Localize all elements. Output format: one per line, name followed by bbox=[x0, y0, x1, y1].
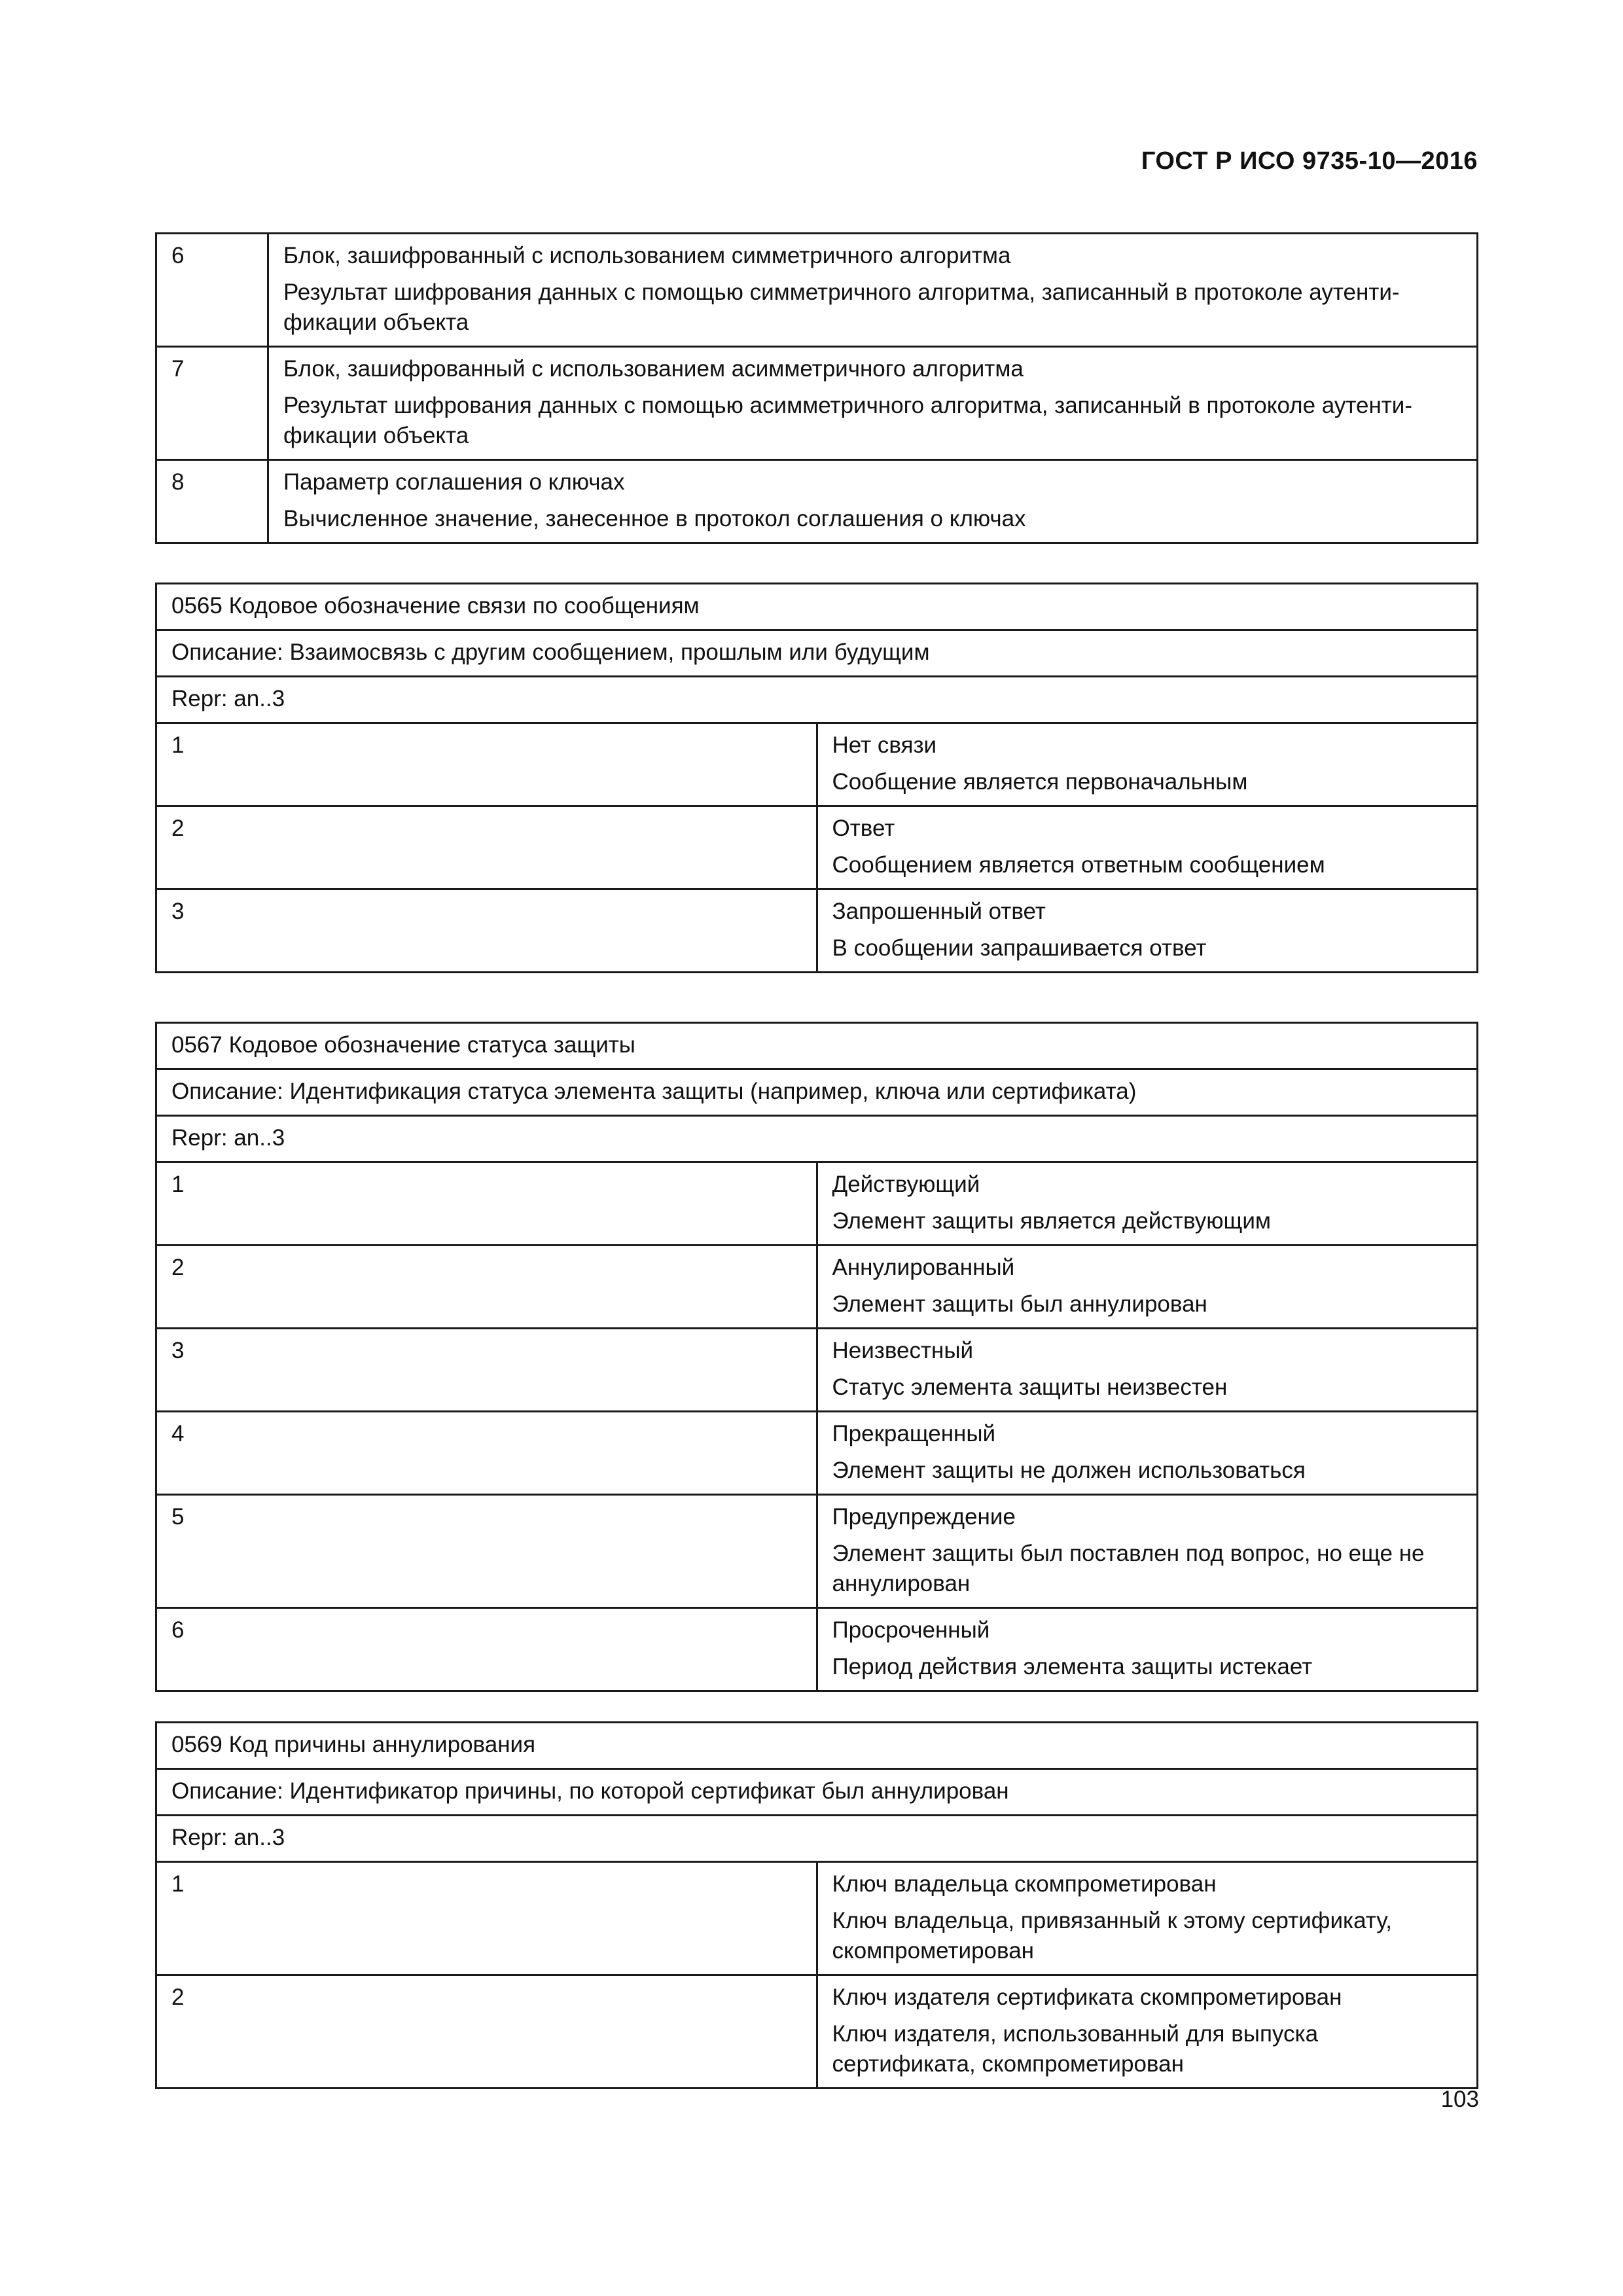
entry-cell bbox=[817, 1975, 1478, 2089]
table-repr-row bbox=[156, 677, 1478, 723]
entry-cell bbox=[817, 889, 1478, 973]
table-row bbox=[156, 1246, 1478, 1329]
table-row bbox=[156, 1975, 1478, 2089]
table-description-row bbox=[156, 1069, 1478, 1116]
table-row bbox=[156, 347, 1478, 460]
table-description-row bbox=[156, 1769, 1478, 1816]
table-description: Описание: Идентификация статуса элемента защиты (например, ключа или сертификата) bbox=[156, 1069, 1478, 1116]
entry-description: Статус элемента защиты неизвестен bbox=[832, 1374, 1228, 1400]
code-cell: 4 bbox=[156, 1412, 817, 1495]
table-row bbox=[156, 889, 1478, 973]
entry-description: Сообщением является ответным сообщением bbox=[832, 852, 1325, 878]
code-cell: 2 bbox=[156, 1975, 817, 2089]
code-table-0565 bbox=[155, 583, 1478, 973]
entry-description: В сообщении запрашивается ответ bbox=[832, 935, 1207, 961]
table-title-row bbox=[156, 584, 1478, 630]
entry-term: Ответ bbox=[832, 816, 895, 841]
code-cell: 1 bbox=[156, 723, 817, 806]
entry-term: Действующий bbox=[832, 1172, 980, 1197]
entry-term: Нет связи bbox=[832, 732, 937, 758]
document-header-title: ГОСТ Р ИСО 9735-10—2016 bbox=[1141, 147, 1478, 175]
entry-description: Вычисленное значение, занесенное в протокол соглашения о ключах bbox=[283, 506, 1026, 531]
table-row bbox=[156, 723, 1478, 806]
entry-cell bbox=[817, 1495, 1478, 1608]
entry-cell bbox=[268, 234, 1478, 347]
table-title: 0565 Кодовое обозначение связи по сообщениям bbox=[156, 584, 1478, 630]
code-cell: 7 bbox=[156, 347, 268, 460]
entry-cell bbox=[817, 1412, 1478, 1495]
table-description-row bbox=[156, 630, 1478, 677]
table-row bbox=[156, 1608, 1478, 1691]
code-table-0567 bbox=[155, 1022, 1478, 1692]
entry-cell bbox=[268, 347, 1478, 460]
table-repr: Repr: an..3 bbox=[156, 677, 1478, 723]
entry-description: Элемент защиты является действующим bbox=[832, 1208, 1271, 1234]
code-cell: 1 bbox=[156, 1862, 817, 1975]
code-cell: 5 bbox=[156, 1495, 817, 1608]
code-cell: 8 bbox=[156, 460, 268, 543]
table-repr-row bbox=[156, 1116, 1478, 1162]
entry-description: Период действия элемента защиты истекает bbox=[832, 1654, 1313, 1679]
entry-term: Блок, зашифрованный с использованием симметричного алгоритма bbox=[283, 243, 1011, 268]
entry-term: Ключ владельца скомпрометирован bbox=[832, 1871, 1217, 1897]
entry-cell bbox=[817, 1862, 1478, 1975]
entry-description: Элемент защиты был аннулирован bbox=[832, 1291, 1207, 1317]
code-cell: 1 bbox=[156, 1162, 817, 1246]
table-row bbox=[156, 234, 1478, 347]
table-row bbox=[156, 1329, 1478, 1412]
code-cell: 6 bbox=[156, 1608, 817, 1691]
entry-description: Ключ владельца, привязанный к этому сертификату, скомпрометирован bbox=[832, 1908, 1392, 1964]
table-repr: Repr: an..3 bbox=[156, 1816, 1478, 1862]
code-cell: 2 bbox=[156, 1246, 817, 1329]
entry-term: Аннулированный bbox=[832, 1255, 1015, 1280]
entry-description: Элемент защиты не должен использоваться bbox=[832, 1458, 1306, 1483]
entry-cell bbox=[817, 1329, 1478, 1412]
entry-description: Результат шифрования данных с помощью симметричного алгоритма, записанный в протоколе аутенти-фикации объекта bbox=[283, 279, 1400, 335]
entry-description: Сообщение является первоначальным bbox=[832, 769, 1248, 795]
entry-cell bbox=[817, 1162, 1478, 1246]
code-cell: 3 bbox=[156, 1329, 817, 1412]
code-table-0569 bbox=[155, 1721, 1478, 2089]
entry-term: Предупреждение bbox=[832, 1504, 1016, 1530]
entry-description: Ключ издателя, использованный для выпуска сертификата, скомпрометирован bbox=[832, 2021, 1319, 2077]
table-title: 0569 Код причины аннулирования bbox=[156, 1723, 1478, 1769]
entry-cell bbox=[817, 1608, 1478, 1691]
continuation-code-table bbox=[155, 232, 1478, 544]
code-cell: 2 bbox=[156, 806, 817, 889]
entry-term: Блок, зашифрованный с использованием асимметричного алгоритма bbox=[283, 356, 1024, 382]
table-row bbox=[156, 1412, 1478, 1495]
entry-cell bbox=[817, 723, 1478, 806]
entry-term: Прекращенный bbox=[832, 1421, 996, 1446]
table-description: Описание: Идентификатор причины, по которой сертификат был аннулирован bbox=[156, 1769, 1478, 1816]
entry-term: Запрошенный ответ bbox=[832, 899, 1046, 924]
table-title-row bbox=[156, 1723, 1478, 1769]
table-repr-row bbox=[156, 1816, 1478, 1862]
table-repr: Repr: an..3 bbox=[156, 1116, 1478, 1162]
code-cell: 6 bbox=[156, 234, 268, 347]
entry-cell bbox=[817, 806, 1478, 889]
entry-term: Просроченный bbox=[832, 1617, 990, 1643]
entry-description: Результат шифрования данных с помощью асимметричного алгоритма, записанный в протоколе аутенти-фикации объекта bbox=[283, 393, 1413, 448]
table-row bbox=[156, 1162, 1478, 1246]
entry-cell bbox=[817, 1246, 1478, 1329]
table-row bbox=[156, 460, 1478, 543]
table-title: 0567 Кодовое обозначение статуса защиты bbox=[156, 1023, 1478, 1069]
table-row bbox=[156, 1862, 1478, 1975]
entry-cell bbox=[268, 460, 1478, 543]
entry-term: Неизвестный bbox=[832, 1338, 974, 1363]
entry-term: Ключ издателя сертификата скомпрометирован bbox=[832, 1984, 1342, 2010]
table-title-row bbox=[156, 1023, 1478, 1069]
table-description: Описание: Взаимосвязь с другим сообщением, прошлым или будущим bbox=[156, 630, 1478, 677]
entry-term: Параметр соглашения о ключах bbox=[283, 469, 625, 495]
table-row bbox=[156, 1495, 1478, 1608]
table-row bbox=[156, 806, 1478, 889]
entry-description: Элемент защиты был поставлен под вопрос, но еще не аннулирован bbox=[832, 1541, 1425, 1596]
code-cell: 3 bbox=[156, 889, 817, 973]
page-number: 103 bbox=[1440, 2087, 1479, 2112]
